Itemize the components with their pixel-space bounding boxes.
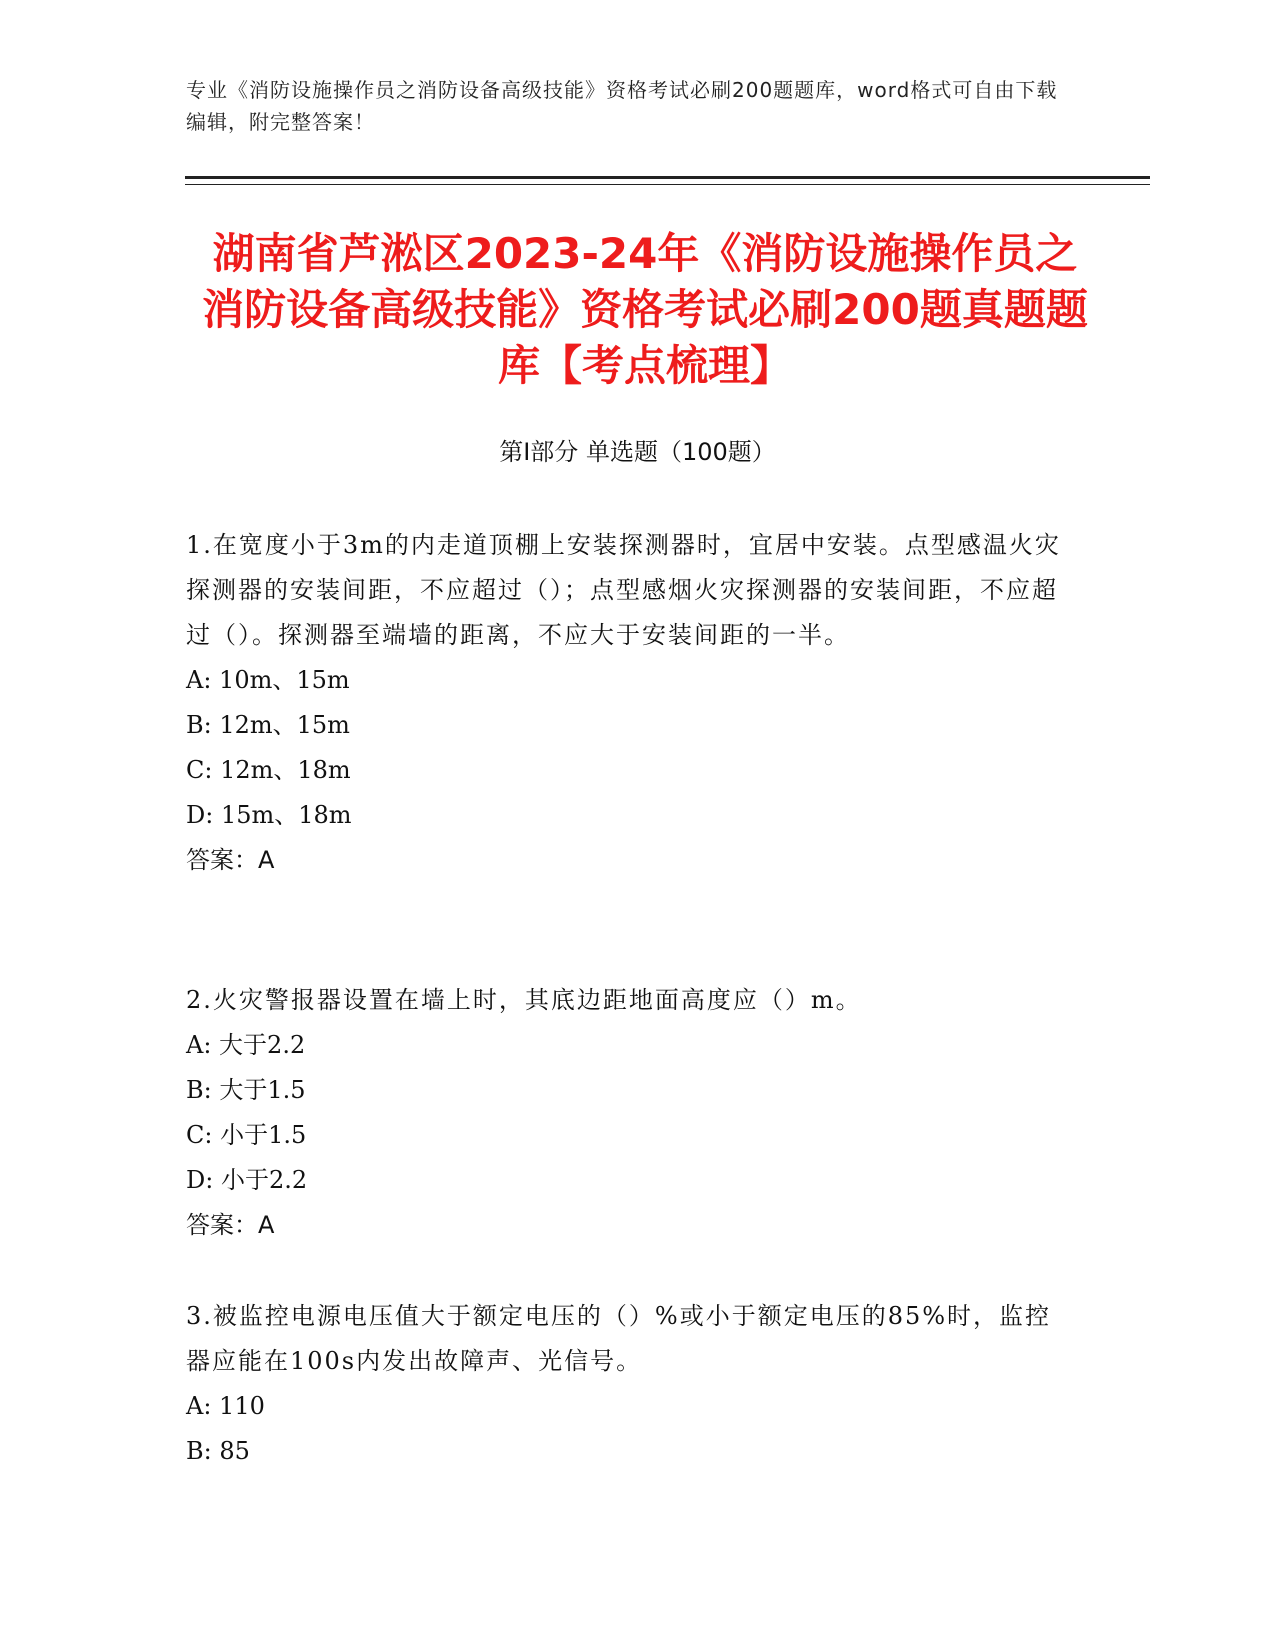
question-1 [186,523,1076,883]
option-a: A: 大于2.2 [186,1031,306,1059]
answer: 答案：A [186,1211,275,1239]
option-c: C: 12m、18m [186,756,351,784]
header-rule-thick [185,176,1150,179]
header-rule-thin [185,184,1150,185]
question-stem: 2.火灾警报器设置在墙上时，其底边距地面高度应（）m。 [186,986,862,1014]
header-note: 专业《消防设施操作员之消防设备高级技能》资格考试必刷200题题库，word格式可自由下载编辑，附完整答案！ [186,78,1058,134]
option-d: D: 15m、18m [186,801,352,829]
option-b: B: 12m、15m [186,711,350,739]
answer: 答案：A [186,846,275,874]
option-c: C: 小于1.5 [186,1121,307,1149]
section-title: 第I部分 单选题（100题） [499,438,776,466]
option-b: B: 85 [186,1437,250,1465]
question-3 [186,1294,1076,1474]
option-a: A: 110 [186,1392,265,1420]
question-stem: 1.在宽度小于3m的内走道顶棚上安装探测器时，宜居中安装。点型感温火灾探测器的安装间距，不应超过（）；点型感烟火灾探测器的安装间距，不应超过（）。探测器至端墙的距离，不应大于安装间距的一半。 [186,531,1061,649]
option-a: A: 10m、15m [186,666,350,694]
question-2 [186,978,1076,1248]
option-d: D: 小于2.2 [186,1166,308,1194]
document-title: 湖南省芦淞区2023-24年《消防设施操作员之消防设备高级技能》资格考试必刷200题真题题库【考点梳理】 [202,229,1088,390]
option-b: B: 大于1.5 [186,1076,306,1104]
question-stem: 3.被监控电源电压值大于额定电压的（）%或小于额定电压的85%时，监控器应能在100s内发出故障声、光信号。 [186,1302,1052,1375]
